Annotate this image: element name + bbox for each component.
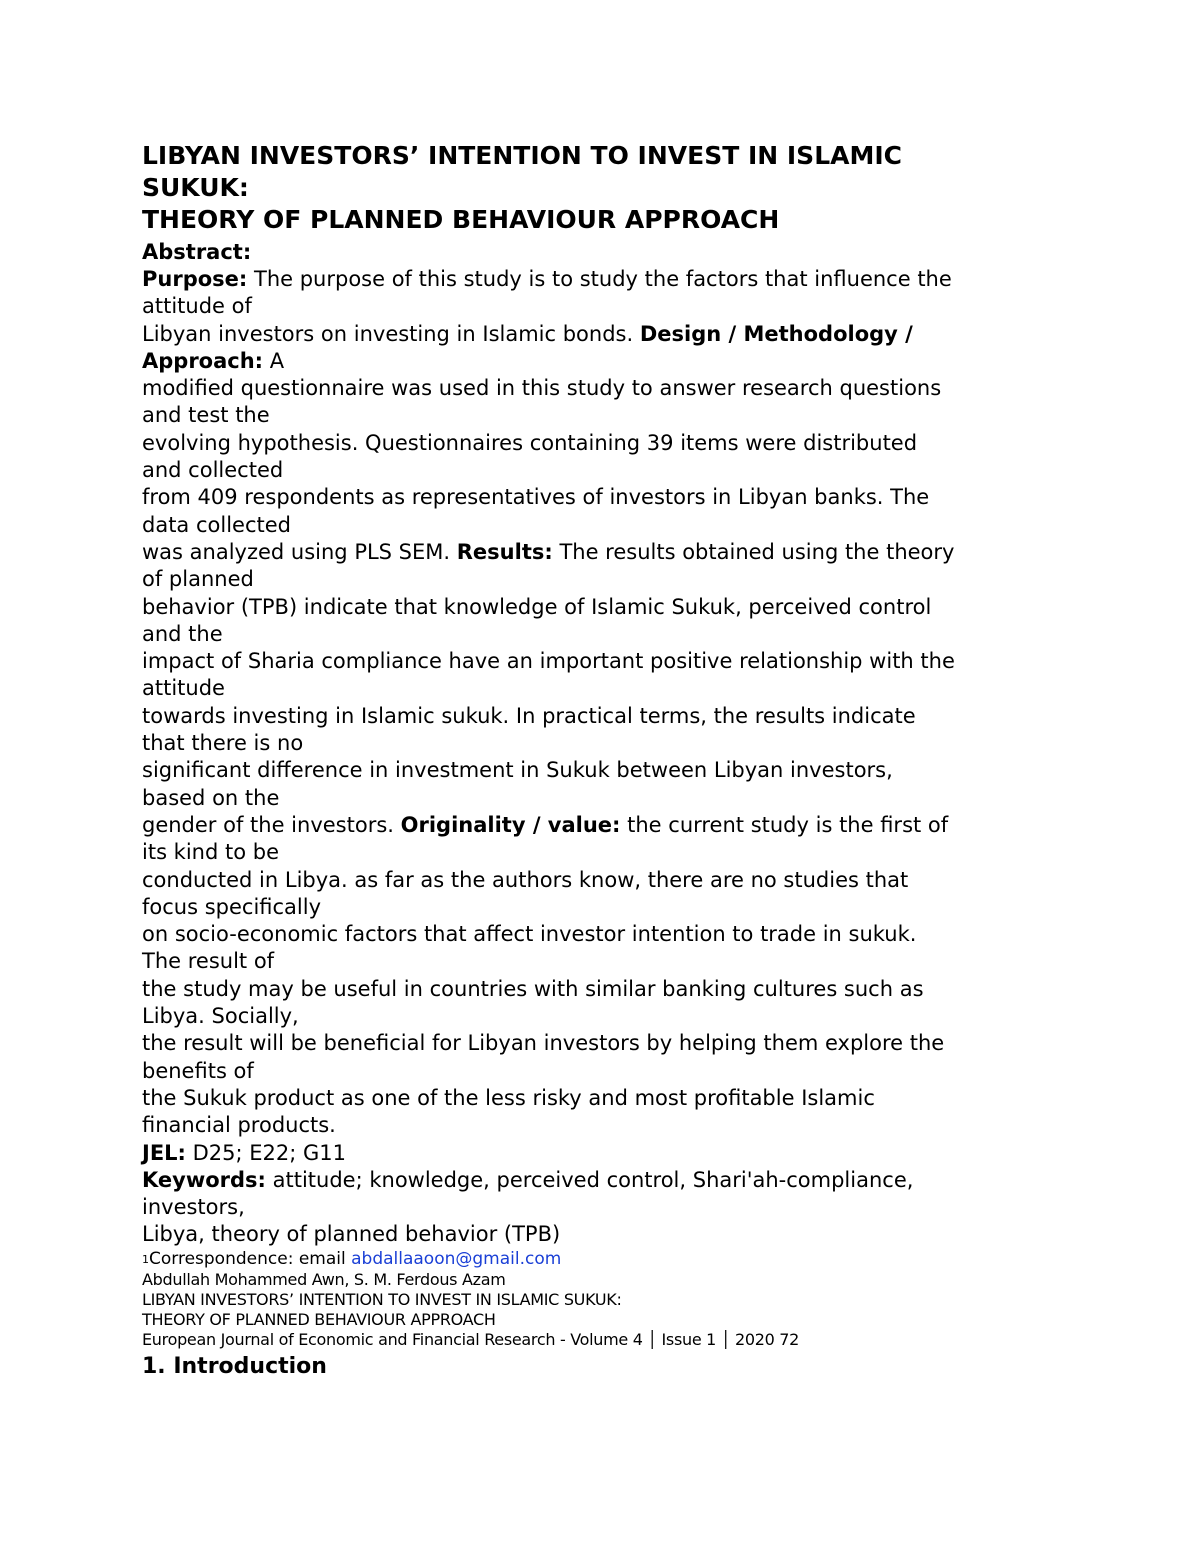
abstract-line: on socio-economic factors that affect investor intention to trade in sukuk. [142,922,917,947]
footnote [142,1249,1072,1350]
originality-label: Originality / value: [400,812,621,837]
abstract-text: was analyzed using PLS SEM. [142,539,457,564]
abstract-line: behavior (TPB) indicate that knowledge of Islamic Sukuk, perceived control [142,594,932,619]
section-heading-introduction: 1. Introduction [142,1353,327,1379]
keywords-label: Keywords: [142,1167,266,1192]
results-label: Results: [456,539,553,564]
abstract-line [142,812,1072,839]
abstract-line [142,321,1072,348]
purpose-label: Purpose: [142,267,248,291]
paper-title-line-1: LIBYAN INVESTORS’ INTENTION TO INVEST IN ISLAMIC [142,141,902,170]
abstract-line: the study may be useful in countries with similar banking cultures such as [142,976,924,1001]
abstract-heading: Abstract: [142,240,252,264]
abstract-line: Libya. Socially, [142,1004,299,1029]
abstract-line: the result will be beneficial for Libyan investors by helping them explore the [142,1031,945,1056]
abstract-line: conducted in Libya. as far as the authors know, there are no studies that [142,867,909,892]
keywords-line [142,1167,1072,1194]
abstract-line: its kind to be [142,840,280,865]
abstract-text: The purpose of this study is to study the factors that influence the [247,267,952,291]
abstract-line: benefits of [142,1058,254,1083]
abstract-line: from 409 respondents as representatives of investors in Libyan banks. The [142,485,930,510]
abstract-line: of planned [142,567,254,592]
abstract-line: data collected [142,512,291,537]
abstract-line: towards investing in Islamic sukuk. In practical terms, the results indicate [142,703,916,728]
running-title-line-2: THEORY OF PLANNED BEHAVIOUR APPROACH [142,1309,496,1329]
keywords-line: Libya, theory of planned behavior (TPB) [142,1222,561,1247]
abstract-text: the current study is the first of [620,812,949,837]
document-page [142,140,1072,1382]
abstract-line: attitude [142,676,225,701]
abstract-line: evolving hypothesis. Questionnaires containing 39 items were distributed [142,430,918,455]
footnote-marker: 1 [142,1252,149,1266]
abstract-text: gender of the investors. [142,812,401,837]
correspondence-label: Correspondence: email [149,1248,352,1269]
correspondence-line [142,1249,1072,1270]
keywords-line: investors, [142,1195,245,1220]
paper-title-line-2: SUKUK: [142,173,249,202]
abstract-text: The results obtained using the theory [552,539,955,564]
running-title-line-1: LIBYAN INVESTORS’ INTENTION TO INVEST IN ISLAMIC SUKUK: [142,1289,622,1309]
journal-citation: European Journal of Economic and Financial Research - Volume 4 │ Issue 1 │ 2020 72 [142,1329,800,1349]
abstract-line: impact of Sharia compliance have an important positive relationship with the [142,649,955,674]
keywords-text: attitude; knowledge, perceived control, Shari'ah-compliance, [265,1167,914,1192]
jel-line [142,1140,1072,1167]
abstract-line [142,539,1072,566]
abstract-line: The result of [142,949,275,974]
email-link[interactable]: abdallaaoon@gmail.com [351,1248,562,1269]
abstract-line: modified questionnaire was used in this study to answer research questions [142,376,942,401]
abstract-line: attitude of [142,294,252,319]
abstract-line [142,266,1072,293]
jel-label: JEL: [142,1140,186,1165]
abstract-text: Libyan investors on investing in Islamic bonds. [142,321,640,346]
abstract-line: and test the [142,403,270,428]
abstract-line: focus specifically [142,894,322,919]
abstract-line: based on the [142,785,280,810]
author-names: Abdullah Mohammed Awn, S. M. Ferdous Azam [142,1269,506,1289]
abstract-line: financial products. [142,1113,336,1138]
jel-codes: D25; E22; G11 [185,1140,347,1165]
abstract-line: and collected [142,458,284,483]
abstract-line [142,348,1072,375]
paper-subtitle: THEORY OF PLANNED BEHAVIOUR APPROACH [142,205,780,234]
abstract-text: A [263,348,285,373]
design-label: Design / Methodology / [639,321,913,346]
abstract-line: that there is no [142,731,304,756]
approach-label: Approach: [142,348,264,373]
abstract-line: the Sukuk product as one of the less risky and most profitable Islamic [142,1085,875,1110]
abstract-line: significant difference in investment in Sukuk between Libyan investors, [142,758,893,783]
abstract-line: and the [142,621,223,646]
